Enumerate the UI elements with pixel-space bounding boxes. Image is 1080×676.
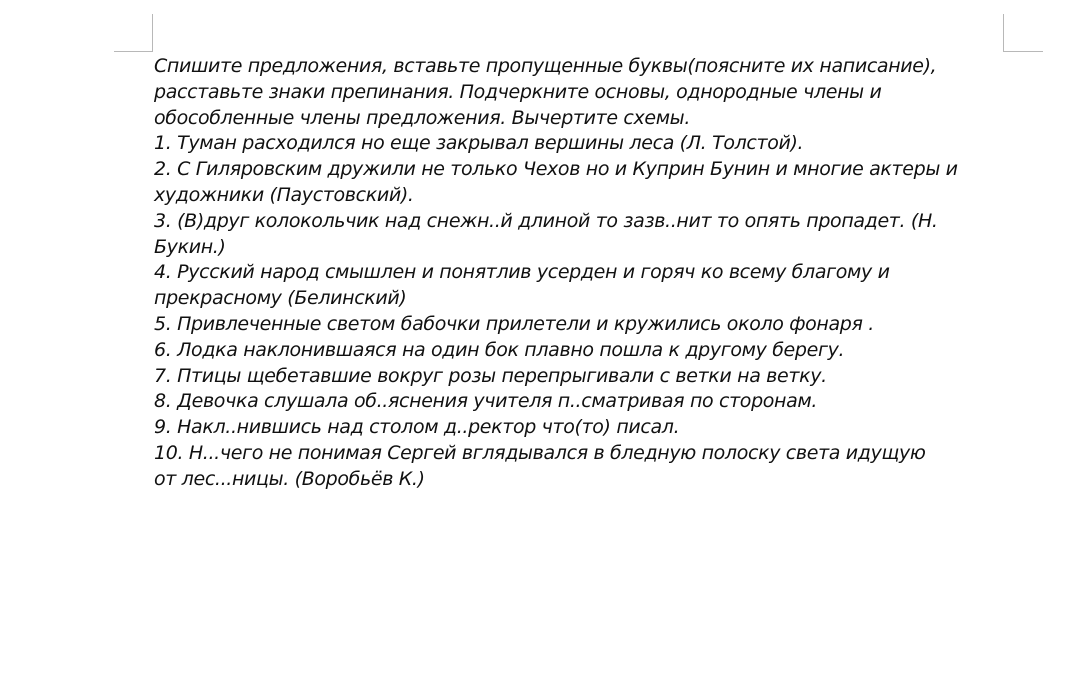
crop-mark-top-right-horizontal <box>1003 51 1043 52</box>
crop-mark-top-right-vertical <box>1003 14 1004 52</box>
sentence-2-part-2: художники (Паустовский). <box>154 183 414 206</box>
sentence-10-part-1: 10. Н...чего не понимая Сергей вглядывался в бледную полоску света идущую <box>154 441 926 464</box>
sentence-10-part-2: от лес...ницы. (Воробьёв К.) <box>154 467 425 490</box>
crop-mark-top-left-horizontal <box>114 51 153 52</box>
sentence-3-part-1: 3. (В)друг колокольчик над снежн..й длиной то зазв..нит то опять пропадет. (Н. <box>154 209 938 232</box>
sentence-4-part-2: прекрасному (Белинский) <box>154 287 407 310</box>
sentence-2-part-1: 2. С Гиляровским дружили не только Чехов но и Куприн Бунин и многие актеры и <box>154 158 958 181</box>
instruction-line-3: обособленные члены предложения. Вычертите схемы. <box>154 106 691 129</box>
instruction-line-2: расставьте знаки препинания. Подчеркните основы, однородные члены и <box>154 80 882 103</box>
instruction-line-1: Спишите предложения, вставьте пропущенные буквы(поясните их написание), <box>154 55 937 77</box>
sentence-6: 6. Лодка наклонившаяся на один бок плавно пошла к другому берегу. <box>154 338 845 361</box>
sentence-7: 7. Птицы щебетавшие вокруг розы перепрыгивали с ветки на ветку. <box>154 364 827 387</box>
crop-mark-top-left-vertical <box>152 14 153 52</box>
document-body <box>154 54 1014 493</box>
sentence-9: 9. Накл..нившись над столом д..ректор что(то) писал. <box>154 416 680 439</box>
sentence-1: 1. Туман расходился но еще закрывал вершины леса (Л. Толстой). <box>154 132 804 155</box>
sentence-5: 5. Привлеченные светом бабочки прилетели и кружились около фонаря . <box>154 312 874 335</box>
sentence-8: 8. Девочка слушала об..яснения учителя п..сматривая по сторонам. <box>154 390 818 413</box>
sentence-4-part-1: 4. Русский народ смышлен и понятлив усерден и горяч ко всему благому и <box>154 261 890 284</box>
sentence-3-part-2: Букин.) <box>154 235 226 258</box>
